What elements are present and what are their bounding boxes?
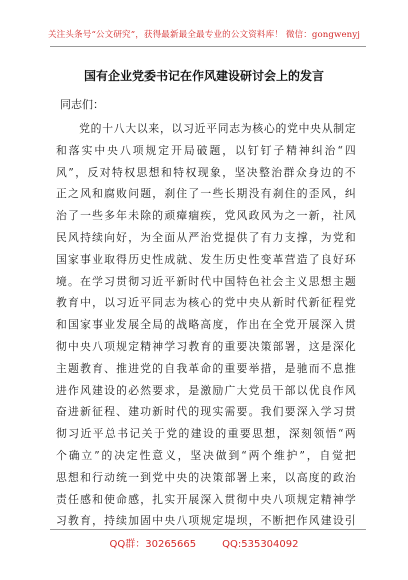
body-line: 主题教育、推进党的自我革命的重要举措，是驰而不息推: [56, 361, 356, 375]
body-line: 责任感和使命感，扎实开展深入贯彻中央八项规定精神学: [56, 492, 356, 506]
body-line: 正之风和腐败问题，刹住了一些长期没有刹住的歪风，纠: [56, 187, 356, 201]
body-line: 习教育，持续加固中央八项规定堤坝，不断把作风建设引: [56, 514, 356, 528]
header-banner: 关注头条号“公文研究”，获得最新最全最专业的公文资料库！ 微信：gongwenyj: [47, 30, 361, 40]
body-line: 和国家事业发展全局的战略高度，作出在全党开展深入贯: [56, 318, 356, 332]
salutation: 同志们：: [60, 98, 104, 111]
body-line: 彻习近平总书记关于党的建设的重要思想，深刻领悟“两: [56, 427, 356, 441]
body-line: 思想和行动统一到党中央的决策部署上来，以高度的政治: [56, 470, 356, 484]
body-line: 彻中央八项规定精神学习教育的重要决策部署，这是深化: [56, 339, 356, 353]
footer-qq-group: QQ群：30265665: [109, 539, 197, 550]
body-line: 奋进新征程、建功新时代的现实需要。我们要深入学习贯: [56, 405, 356, 419]
body-line: 治了一些多年未除的顽瘴痼疾，党风政风为之一新，社风: [56, 209, 356, 223]
body-line: 教育中，以习近平同志为核心的党中央从新时代新征程党: [56, 296, 356, 310]
footer: [0, 535, 408, 550]
body-line: 党的十八大以来，以习近平同志为核心的党中央从制定: [56, 122, 356, 135]
footer-qq: QQ:535304092: [222, 539, 299, 550]
body-line: 进作风建设的必然要求，是激励广大党员干部以优良作风: [56, 383, 356, 397]
document-title: 国有企业党委书记在作风建设研讨会上的发言: [83, 69, 324, 83]
body-line: 风”，反对特权思想和特权现象，坚决整治群众身边的不: [56, 165, 356, 179]
body-line: 和落实中央八项规定开局破题，以钉钉子精神纠治“四: [56, 143, 356, 157]
footer-divider: [50, 529, 366, 530]
body-line: 个确立”的决定性意义，坚决做到“两个维护”，自觉把: [56, 448, 356, 462]
body-line: 国家事业取得历史性成就、发生历史性变革营造了良好环: [56, 252, 356, 266]
body-line: 境。在学习贯彻习近平新时代中国特色社会主义思想主题: [56, 274, 356, 288]
header-divider: [50, 46, 366, 47]
body-line: 民风持续向好，为全面从严治党提供了有力支撑，为党和: [56, 230, 356, 244]
document-body: [56, 118, 356, 532]
